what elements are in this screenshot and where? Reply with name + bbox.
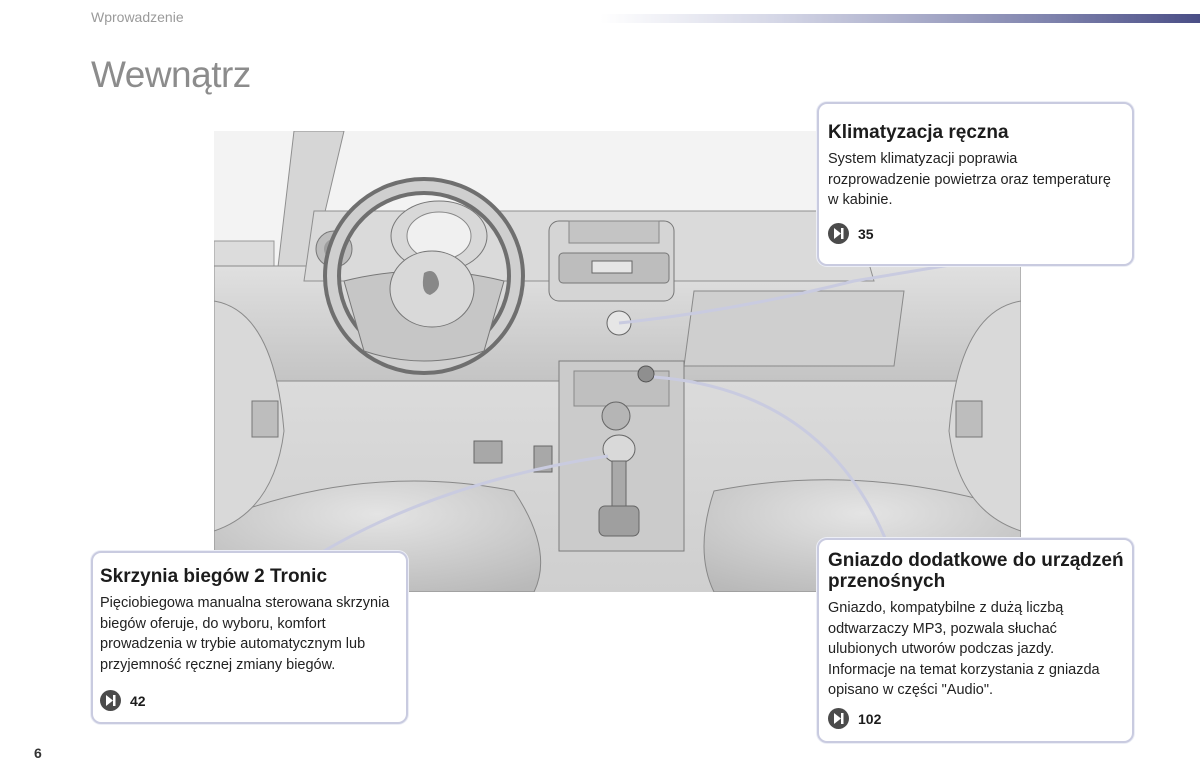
callout-text: System klimatyzacji poprawia rozprowadzenie powietrza oraz temperaturę w kabinie. — [828, 151, 1111, 208]
page-number: 6 — [34, 745, 42, 761]
callout-title: Gniazdo dodatkowe do urządzeń przenośnych — [828, 550, 1124, 592]
callout-title: Skrzynia biegów 2 Tronic — [100, 566, 328, 587]
callout-title: Klimatyzacja ręczna — [828, 122, 1009, 143]
page-reference-icon — [828, 708, 849, 729]
page-reference-icon — [100, 690, 121, 711]
callout-gearbox — [91, 551, 408, 724]
page-title: Wewnątrz — [91, 54, 251, 95]
section-label: Wprowadzenie — [91, 9, 184, 25]
callout-air-conditioning — [817, 102, 1134, 266]
page-reference[interactable] — [100, 690, 146, 711]
header-gradient-bar — [600, 14, 1200, 23]
page-reference-number: 42 — [130, 692, 146, 709]
page-reference-number: 35 — [858, 225, 874, 242]
callout-text: Pięciobiegowa manualna sterowana skrzynia biegów oferuje, do wyboru, komfort prowadzenia w trybie automatycznym lub przyjemność ręcznej zmiany biegów. — [100, 595, 390, 673]
page-reference[interactable] — [828, 223, 874, 244]
page-reference-number: 102 — [858, 710, 882, 727]
callout-text: Gniazdo, kompatybilne z dużą liczbą odtwarzaczy MP3, pozwala słuchać ulubionych utworów podczas jazdy. Informacje na temat korzystania z gniazda opisano w części "Audio". — [828, 600, 1100, 698]
page-reference[interactable] — [828, 708, 881, 729]
page-reference-icon — [828, 223, 849, 244]
callout-aux-socket — [817, 538, 1134, 743]
